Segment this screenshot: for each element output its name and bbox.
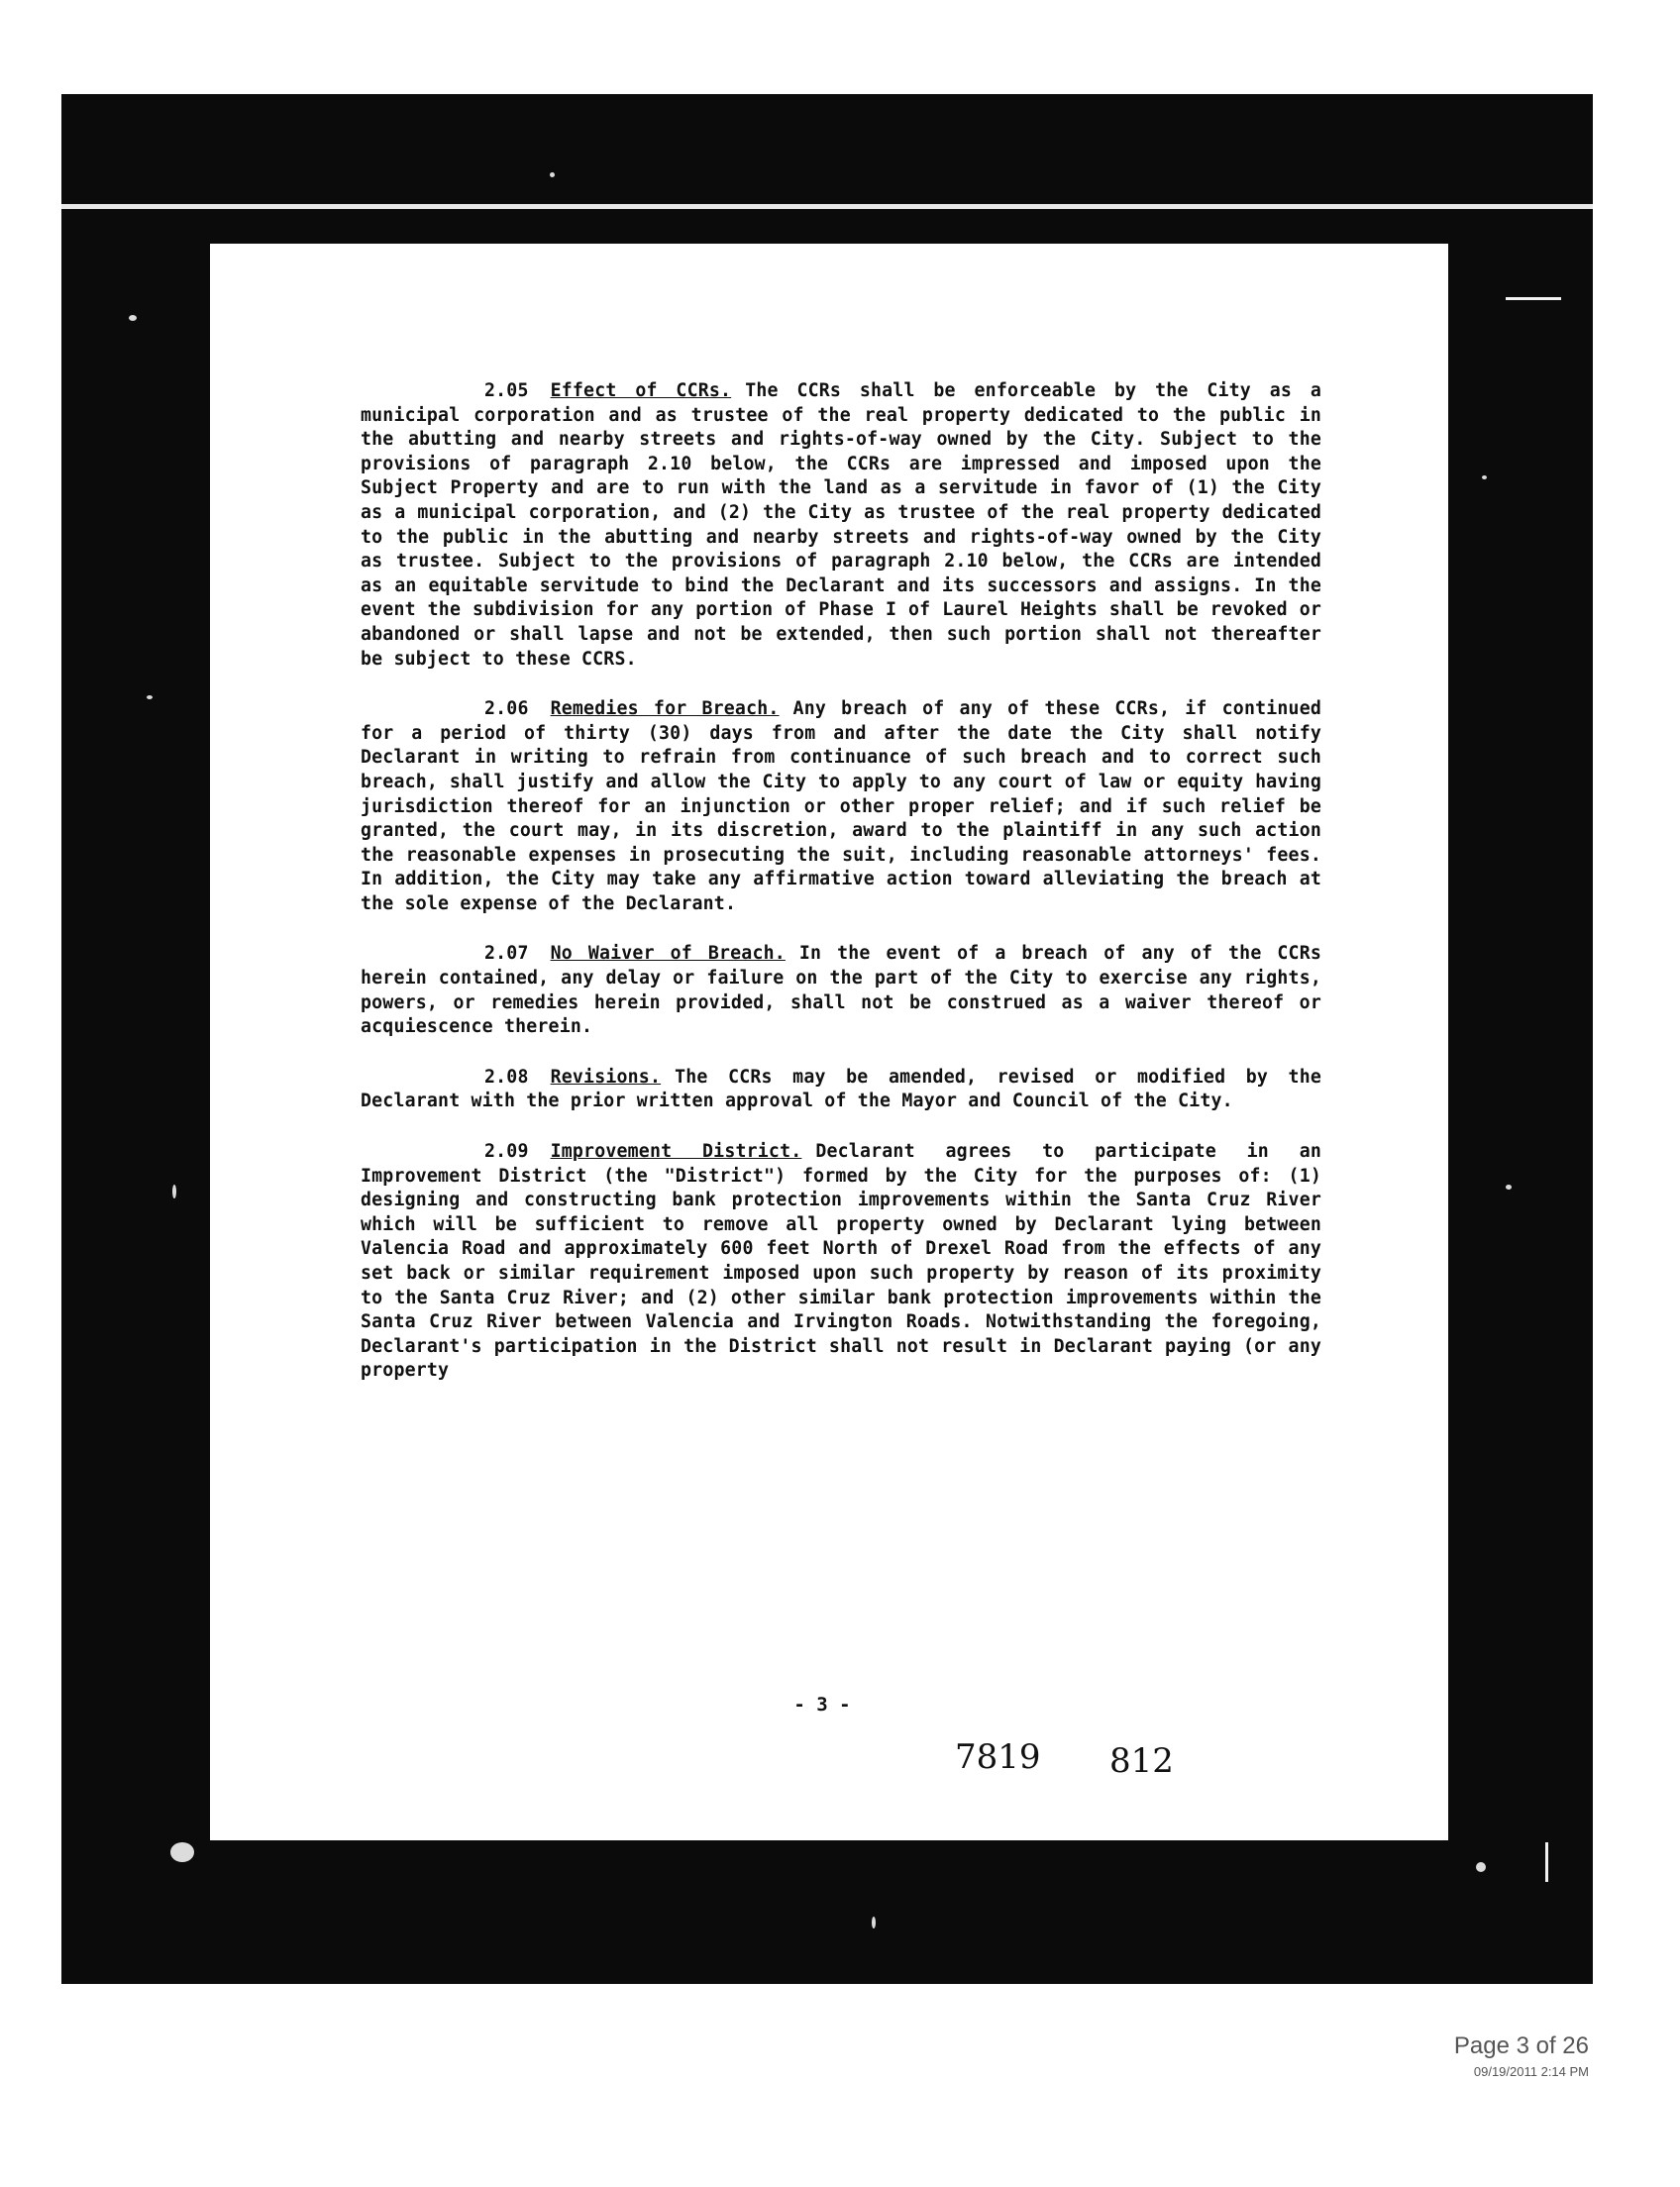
- paragraph-number: 2.09: [484, 1141, 529, 1163]
- paragraph-heading: Remedies for Breach.: [550, 698, 780, 720]
- scan-speck: [1482, 475, 1487, 479]
- print-timestamp: 09/19/2011 2:14 PM: [1473, 2064, 1589, 2079]
- paragraph-number: 2.08: [484, 1066, 529, 1088]
- scan-edge-mark: [1506, 297, 1561, 300]
- scan-speck: [1476, 1862, 1486, 1872]
- paragraph-heading: No Waiver of Breach.: [550, 943, 786, 965]
- paragraph-2-06: [361, 697, 1321, 916]
- recording-docket-number: 7819: [955, 1737, 1041, 1777]
- paragraph-number: 2.05: [484, 380, 529, 401]
- paragraph-text: Declarant agrees to participate in an Improvement District (the "District") formed by the City for the purposes of: (1) designing and constructing bank protection improvements within the Santa Cruz River which will be sufficient to remove all property owned by Declarant lying between Valencia Road and approximately 600 feet North of Drexel Road from the effects of any set back or similar requirement imposed upon such property by reason of its proximity to the Santa Cruz River; and (2) other similar bank protection improvements within the Santa Cruz River between Valencia and Irvington Roads. Notwithstanding the foregoing, Declarant's participation in the District shall not result in Declarant paying (or any property: [361, 1141, 1321, 1382]
- page-indicator: Page 3 of 26: [1453, 2032, 1589, 2059]
- paragraph-heading: Effect of CCRs.: [550, 380, 732, 401]
- scan-speck: [1506, 1185, 1512, 1190]
- scan-speck: [872, 1917, 876, 1928]
- paragraph-2-05: [361, 379, 1321, 672]
- scan-speck: [170, 1842, 194, 1862]
- paragraph-2-07: [361, 942, 1321, 1039]
- paragraph-text: The CCRs may be amended, revised or modified by the Declarant with the prior written approval of the Mayor and Council of the City.: [361, 1066, 1321, 1112]
- paragraph-text: In the event of a breach of any of the CCRs herein contained, any delay or failure on the part of the City to exercise any rights, powers, or remedies herein provided, shall not be construed as a waiver thereof or acquiescence therein.: [361, 943, 1321, 1038]
- paragraph-heading: Improvement District.: [550, 1141, 802, 1163]
- scan-speck: [172, 1185, 176, 1198]
- scan-speck: [129, 315, 137, 321]
- page-number: - 3 -: [793, 1694, 851, 1716]
- document-body: [361, 379, 1321, 1409]
- paragraph-number: 2.07: [484, 943, 529, 965]
- paragraph-heading: Revisions.: [550, 1066, 662, 1088]
- paragraph-number: 2.06: [484, 698, 529, 720]
- paragraph-2-08: [361, 1066, 1321, 1114]
- scan-frame-rule: [61, 204, 1593, 209]
- recording-page-number: 812: [1109, 1741, 1174, 1781]
- paragraph-text: The CCRs shall be enforceable by the City as a municipal corporation and as trustee of the real property dedicated to the public in the abutting and nearby streets and rights-of-way owned by the City. Subject to the provisions of paragraph 2.10 below, the CCRs are impressed and imposed upon the Subject Property and are to run with the land as a servitude in favor of (1) the City as a municipal corporation, and (2) the City as trustee of the real property dedicated to the public in the abutting and nearby streets and rights-of-way owned by the City as trustee. Subject to the provisions of paragraph 2.10 below, the CCRs are intended as an equitable servitude to bind the Declarant and its successors and assigns. In the event the subdivision for any portion of Phase I of Laurel Heights shall be revoked or abandoned or shall lapse and not be extended, then such portion shall not thereafter be subject to these CCRS.: [361, 380, 1322, 670]
- paragraph-2-09: [361, 1140, 1321, 1384]
- scan-edge-mark: [1545, 1842, 1548, 1882]
- scan-speck: [147, 695, 153, 699]
- scan-speck: [550, 172, 555, 177]
- paragraph-text: Any breach of any of these CCRs, if continued for a period of thirty (30) days from and after the date the City shall notify Declarant in writing to refrain from continuance of such breach and to correct such breach, shall justify and allow the City to apply to any court of law or equity having jurisdiction thereof for an injunction or other proper relief; and if such relief be granted, the court may, in its discretion, award to the plaintiff in any such action the reasonable expenses in prosecuting the suit, including reasonable attorneys' fees. In addition, the City may take any affirmative action toward alleviating the breach at the sole expense of the Declarant.: [361, 698, 1322, 914]
